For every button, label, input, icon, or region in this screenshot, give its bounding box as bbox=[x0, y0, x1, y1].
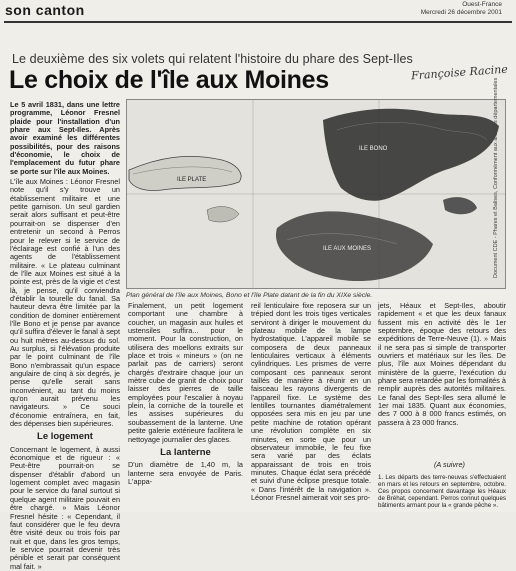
body-paragraph: D'un diamètre de 1,40 m, la lanterne sera envoyée de Paris. L'appa- bbox=[128, 460, 243, 486]
map-label-ile-aux-moines: ILE AUX MOINES bbox=[323, 246, 372, 252]
historical-map bbox=[126, 77, 506, 289]
masthead-info bbox=[421, 1, 502, 17]
header-rule bbox=[4, 21, 512, 23]
page-header bbox=[0, 0, 516, 18]
article-lead: Le 5 avril 1831, dans une lettre programme, Léonor Fresnel plaide pour l'installation d'un phare aux Sept-Iles. Après avoir examiné les différentes possibilités, pour des raisons d'économie, le choix de l'emplacement du futur phare se porte sur l'île aux Moines. bbox=[10, 100, 120, 176]
body-paragraph: Concernant le logement, à aussi économique et de rigueur : « Peut-être pourrait-on se dispenser d'établir d'abord un logement complet avec magasin pour le service du fanal surtout si quelque agent militaire pouvait en être chargé. » Mais Léonor Fresnel hésite : « Cependant, il faut considérer que le feu devra être visité deux ou trois fois par nuit et que, dans les gros temps, le service pourrait devenir très pénible et serait par conséquent mal fait. » bbox=[10, 444, 120, 571]
map-drawing bbox=[127, 77, 505, 288]
column-2 bbox=[128, 302, 243, 506]
map-credit: Document CDE - Phares et Balises, Conformément aux archives départementales bbox=[493, 77, 499, 278]
body-paragraph: L'île aux Moines : Léonor Fresnel note qu'il s'y trouve un établissement militaire et une petite garnison. Un seul gardien serait alors suffisant et peut-être pourrait-on se dispenser d'en entretenir un second à Perros pour le relever si le service de l'éclairage est confié à l'un des agents de l'établissement militaire. « Le plateau culminant de l'île aux Moines est situé à la pointe est, près de la vigie et c'est là, je pense, qu'il conviendra d'établir la tourelle du fanal. Sa hauteur devra être limitée par la condition de dominer entièrement l'île Bono et je pense par avance qu'il suffira d'élever le fanal à sept ou huit mètres au-dessus du sol. Au surplus, si l'élévation produite par le point culminant de l'île Bono n'embrassait qu'un espace angulaire de cinq à six degrés, je pense qu'elle serait sans inconvénient, au tant du moins qu'on aurait prévenu les navigateurs. » Ce souci d'économie entraînera, en fait, des dépenses bien supérieures. bbox=[10, 177, 120, 429]
column-1 bbox=[10, 100, 120, 571]
article-kicker: Le deuxième des six volets qui relatent l'histoire du phare des Sept-Iles bbox=[12, 52, 413, 66]
body-paragraph: reil lenticulaire fixe reposera sur un trépied dont les trois tiges verticales serviront à diriger le mouvement du plateau mobile de la lampe hydrostatique. L'appareil mobile se composera de deux panneaux lenticulaires verticaux à éléments cylindriques. Les prismes de verre composant ces panneaux seront taillés de manière à réunir en un faisceau les rayons divergents de l'appareil fixe. Le système des lentilles tournantes diamétralement opposées sera mis en jeu par une petite machine de rotation opérant une révolution complète en six minutes, en sorte que pour un observateur immobile, le feu fixe sera varié par des éclats apparaissant de trois en trois minutes. Chaque éclat sera précédé et suivi d'une éclipse presque totale. « Dans l'intérêt de la navigation ». Léonor Fresnel aimerait voir ses pro- bbox=[251, 301, 371, 502]
to-be-continued: (A suivre) bbox=[434, 460, 465, 469]
body-paragraph: Finalement, un petit logement comportant une chambre à coucher, un magasin aux huiles et ustensiles suffira... pour le moment. Pour la construction, on utilisera des moellons extraits sur place et trois « mineurs » (on ne parlait pas de carriers) seront chargés d'extraire chaque jour un mètre cube de granit de choix pour laisser des pierres de taille employées pour l'escalier à noyau plein, la corniche de la tourelle et les assises supérieures du soubassement de la lanterne. Une petite galerie extérieure facilitera le nettoyage journalier des glaces. bbox=[128, 301, 243, 444]
map-caption: Plan général de l'île aux Moines, Bono et l'île Plate datant de la fin du XIXe siècle. bbox=[126, 292, 373, 299]
subhead-logement: Le logement bbox=[37, 431, 93, 443]
map-label-ile-bono: ILE BONO bbox=[359, 146, 388, 152]
paper-name: Ouest-France bbox=[462, 1, 502, 8]
column-4 bbox=[378, 302, 506, 458]
footnote bbox=[378, 474, 506, 509]
footnote-text: 1. Les départs des terre-neuvas s'effectuaient en mars et les retours en septembre, octobre. Ces propos concernent davantage les Héaux de Bréhat, cependant. Perros connut quelques bâtiments armant pour la « grande pêche ». bbox=[378, 474, 506, 509]
subhead-lanterne: La lanterne bbox=[160, 446, 211, 458]
handwritten-signature: Françoise Racine bbox=[410, 62, 509, 83]
body-paragraph: jets, Héaux et Sept-Iles, aboutir rapidement « et que les deux fanaux fussent mis en activité dès le 1er septembre, époque des retours des expéditions de Terre-Neuve (1). » Mais il ne sera pas si simple de transporter ouvriers et matériaux sur les îles. De plus, l'île aux Moines dépendant du ministère de la guerre, l'exécution du phare sera retardée par les formalités à remplir auprès des autorités militaires. Le fanal des Sept-Iles sera allumé le 1er mai 1835. Quant aux économies, des 7 000 à 8 000 francs estimés, on passera à 23 000 francs. bbox=[378, 301, 506, 427]
issue-date: Mercredi 26 décembre 2001 bbox=[420, 9, 502, 16]
article-headline: Le choix de l'île aux Moines bbox=[9, 66, 329, 94]
map-label-ile-plate: ILE PLATE bbox=[177, 177, 207, 183]
section-title: son canton bbox=[5, 2, 85, 18]
column-3 bbox=[251, 302, 371, 506]
